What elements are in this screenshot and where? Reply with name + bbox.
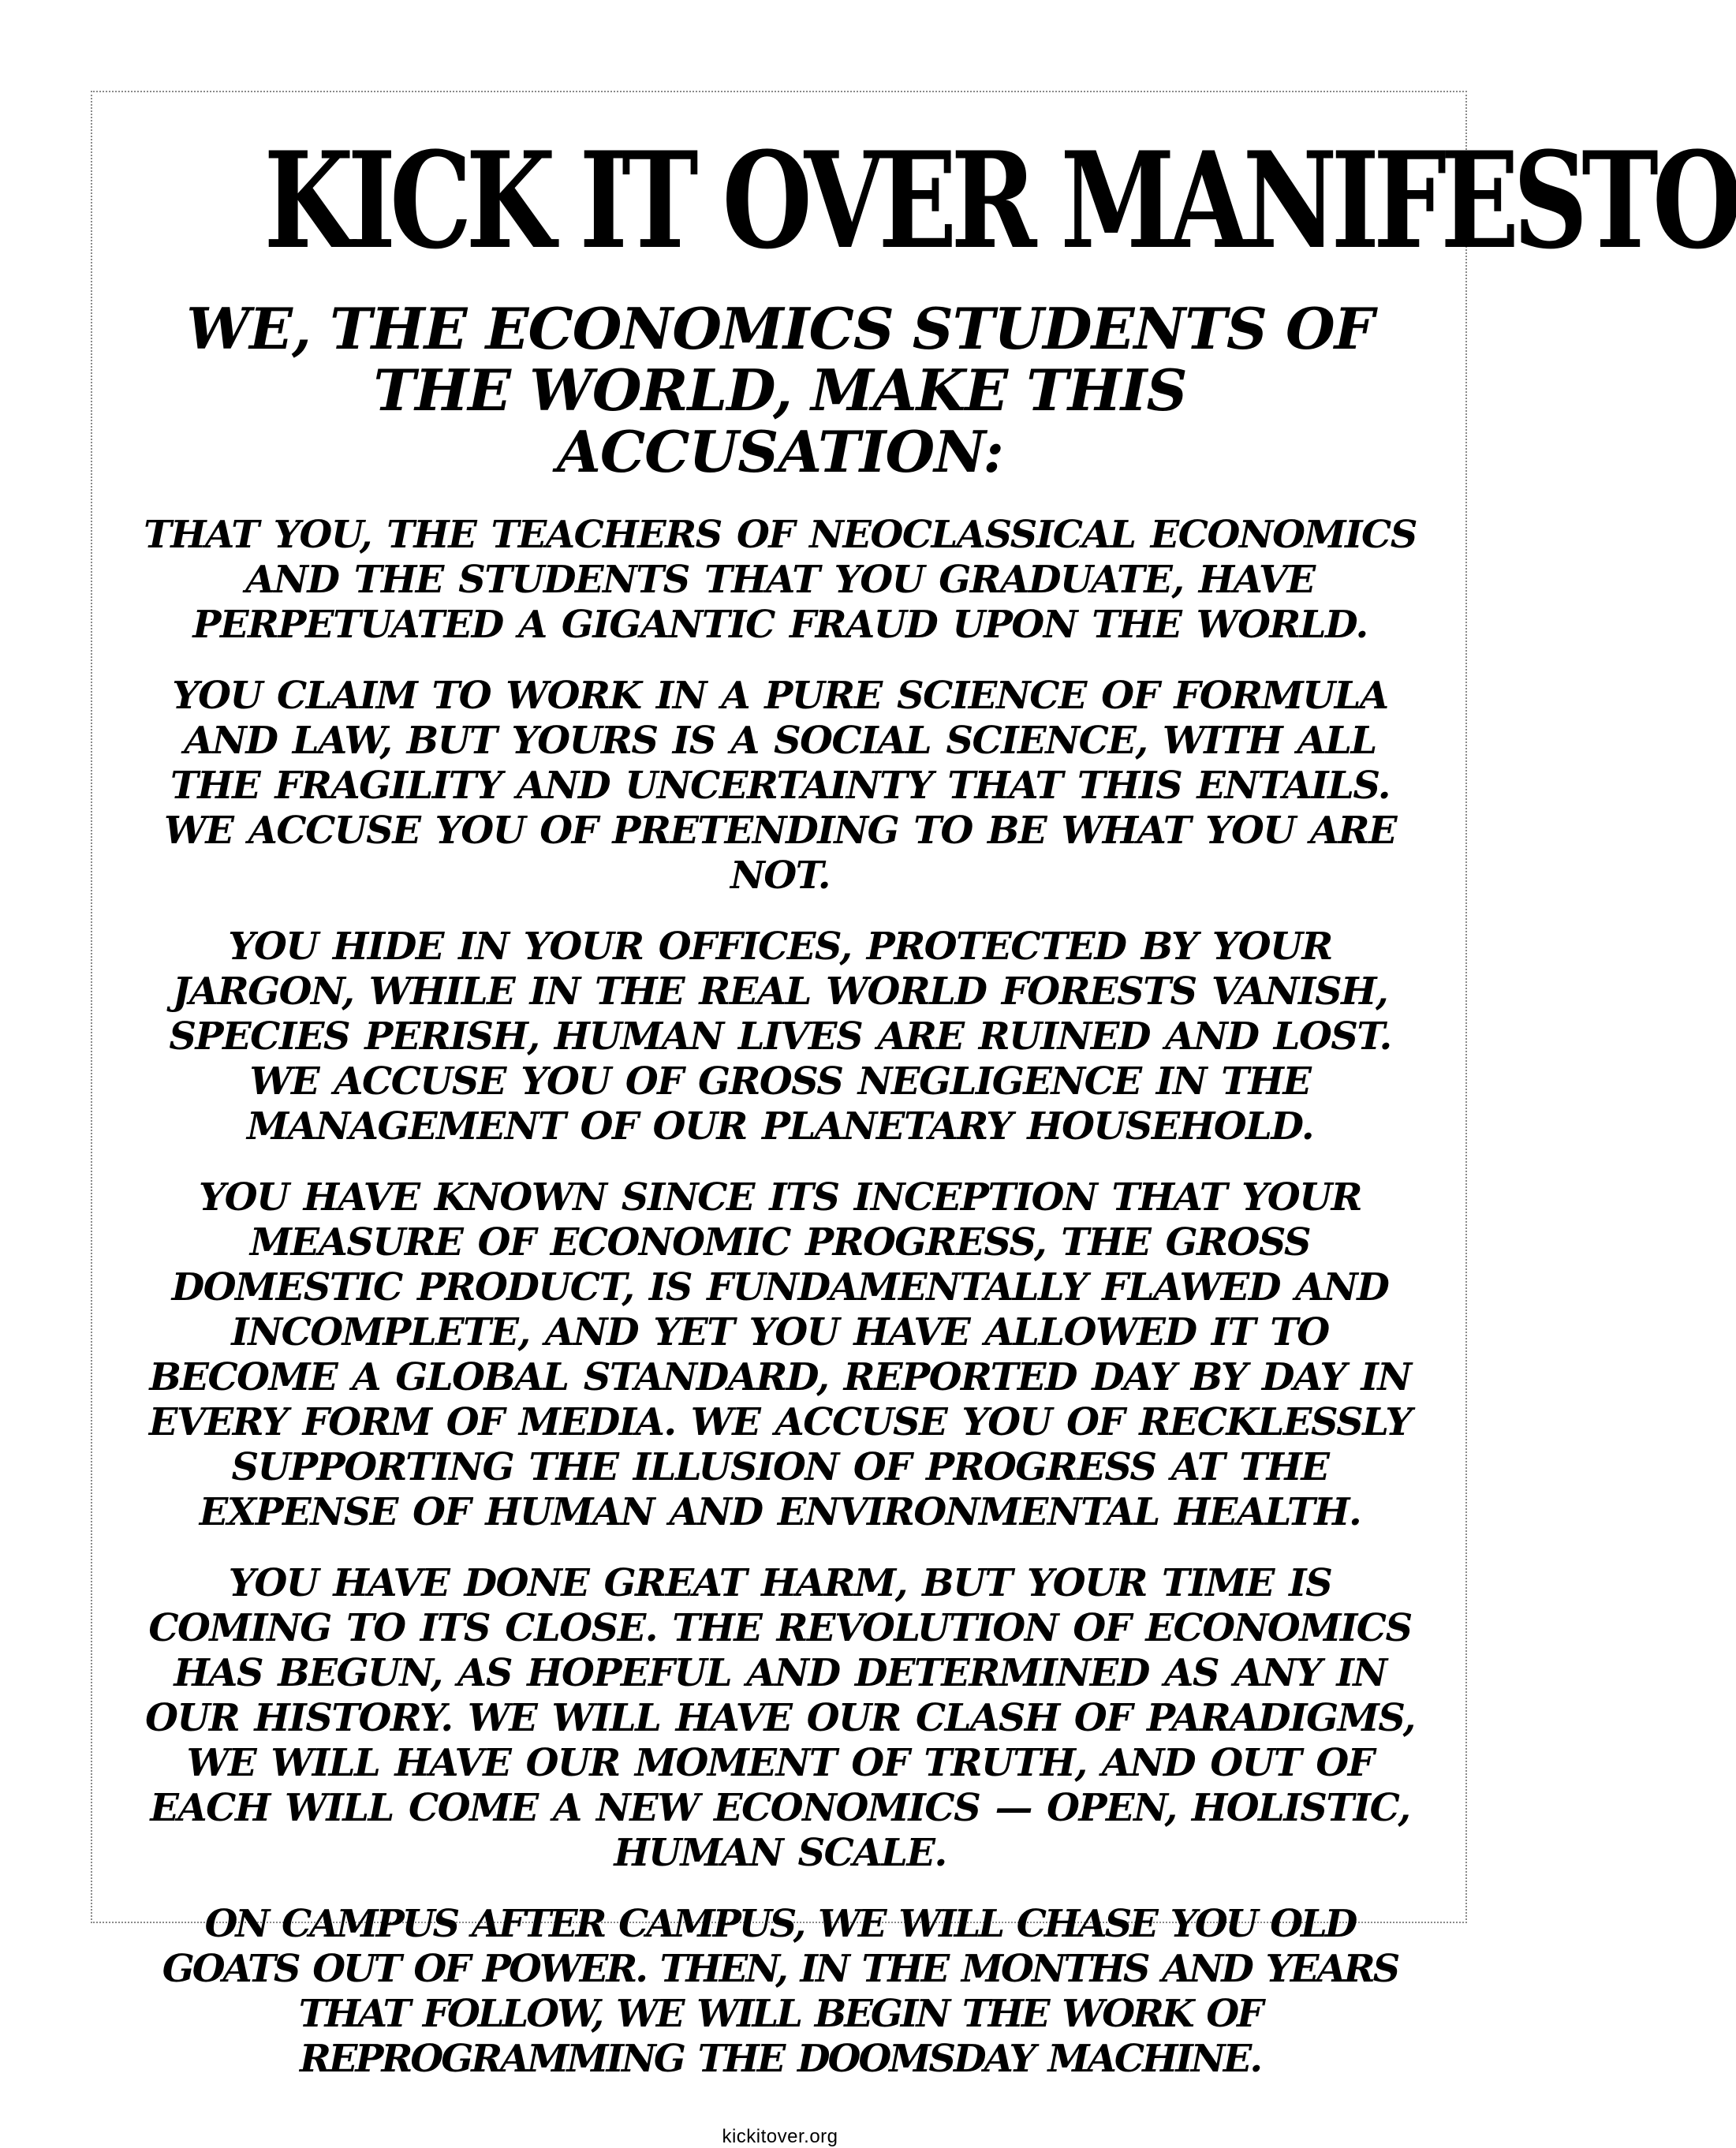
paragraph-2: YOU CLAIM TO WORK IN A PURE SCIENCE OF FORMULA AND LAW, BUT YOURS IS A SOCIAL SCIENCE, WITH ALL THE FRAGILITY AND UNCERTAINTY THAT THIS ENTAILS. WE ACCUSE YOU OF PRETENDING TO BE WHAT YOU ARE NOT. xyxy=(163,674,1397,898)
footer-url[interactable]: kickitover.org xyxy=(722,2126,838,2147)
paragraph-5: YOU HAVE DONE GREAT HARM, BUT YOUR TIME IS COMING TO ITS CLOSE. THE REVOLUTION OF ECONOMICS HAS BEGUN, AS HOPEFUL AND DETERMINED AS ANY IN OUR HISTORY. WE WILL HAVE OUR CLASH OF PARADIGMS, WE WILL HAVE OUR MOMENT OF TRUTH, AND OUT OF EACH WILL COME A NEW ECONOMICS — OPEN, HOLISTIC, HUMAN SCALE. xyxy=(145,1561,1415,1875)
page-title: KICK IT OVER MANIFESTO xyxy=(263,122,1736,278)
paragraph-6: ON CAMPUS AFTER CAMPUS, WE WILL CHASE YOU OLD GOATS OUT OF POWER. THEN, IN THE MONTHS AND YEARS THAT FOLLOW, WE WILL BEGIN THE WORK OF REPROGRAMMING THE DOOMSDAY MACHINE. xyxy=(162,1902,1398,2081)
paragraph-4: YOU HAVE KNOWN SINCE ITS INCEPTION THAT YOUR MEASURE OF ECONOMIC PROGRESS, THE GROSS DOMESTIC PRODUCT, IS FUNDAMENTALLY FLAWED AND INCOMPLETE, AND YET YOU HAVE ALLOWED IT TO BECOME A GLOBAL STANDARD, REPORTED DAY BY DAY IN EVERY FORM OF MEDIA. WE ACCUSE YOU OF RECKLESSLY SUPPORTING THE ILLUSION OF PROGRESS AT THE EXPENSE OF HUMAN AND ENVIRONMENTAL HEALTH. xyxy=(148,1175,1412,1534)
paragraph-1: THAT YOU, THE TEACHERS OF NEOCLASSICAL ECONOMICS AND THE STUDENTS THAT YOU GRADUATE, HAVE PERPETUATED A GIGANTIC FRAUD UPON THE WORLD. xyxy=(144,513,1417,647)
paragraph-3: YOU HIDE IN YOUR OFFICES, PROTECTED BY YOUR JARGON, WHILE IN THE REAL WORLD FORESTS VANISH, SPECIES PERISH, HUMAN LIVES ARE RUINED AND LOST. WE ACCUSE YOU OF GROSS NEGLIGENCE IN THE MANAGEMENT OF OUR PLANETARY HOUSEHOLD. xyxy=(169,925,1391,1149)
subtitle: WE, THE ECONOMICS STUDENTS OF THE WORLD, MAKE THIS ACCUSATION: xyxy=(186,295,1374,485)
manifesto-document xyxy=(118,122,1736,2148)
